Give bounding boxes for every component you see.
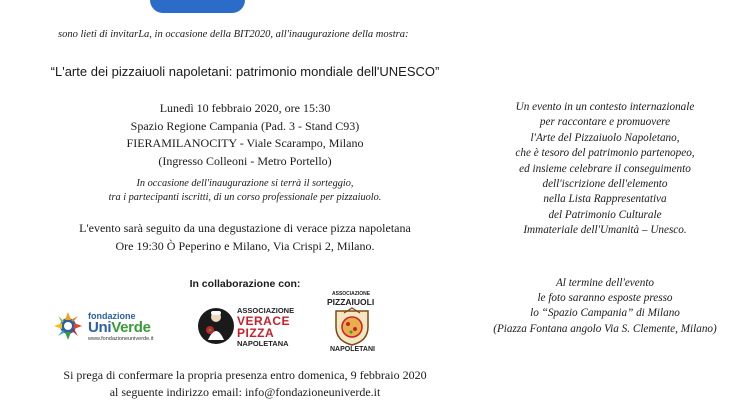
pizzaiuoli-line3: NAPOLETANI — [330, 346, 375, 353]
univerde-uni: Uni — [88, 319, 112, 336]
event-description — [450, 100, 750, 239]
detail-venue: Spazio Regione Campania (Pad. 3 - Stand C93) — [130, 118, 360, 133]
exhibition-line: le foto saranno esposte presso — [537, 292, 673, 305]
pizzaiolo-icon — [197, 304, 235, 348]
verace-line2: VERACE — [237, 314, 291, 328]
tasting-line: L'evento sarà seguito da una degustazione di verace pizza napoletana — [79, 221, 411, 235]
verace-line4: NAPOLETANA — [237, 339, 289, 348]
univerde-name — [88, 319, 151, 336]
pizzaiuoli-line1: ASSOCIAZIONE — [332, 291, 371, 297]
description-line: che è tesoro del patrimonio partenopeo, — [515, 147, 695, 160]
description-line: dell'iscrizione dell'elemento — [542, 178, 668, 191]
univerde-verde: Verde — [111, 319, 151, 336]
tasting-note — [0, 220, 490, 255]
rsvp-email-line: al seguente indirizzo email: info@fondazioneuniverde.it — [109, 385, 381, 399]
description-line: Immateriale dell'Umanità – Unesco. — [523, 224, 687, 237]
logo-univerde — [50, 306, 170, 344]
exhibition-note — [450, 276, 750, 337]
draw-line: In occasione dell'inaugurazione si terrà il sorteggio, — [136, 178, 354, 189]
draw-line: tra i partecipanti iscritti, di un corso professionale per pizzaiuolo. — [108, 192, 382, 203]
header-logo-fragment — [150, 0, 245, 13]
draw-note — [0, 177, 490, 205]
event-details — [0, 100, 490, 170]
description-line: Un evento in un contesto internazionale — [515, 101, 695, 113]
exhibition-line: lo “Spazio Campania” di Milano — [530, 307, 680, 320]
description-line: ed insieme celebrare il conseguimento — [519, 162, 691, 175]
detail-entrance: (Ingresso Colleoni - Metro Portello) — [158, 153, 332, 168]
rsvp-note — [0, 367, 490, 401]
tasting-line: Ore 19:30 Ò Peperino e Milano, Via Crispi 2, Milano. — [115, 238, 375, 253]
intro-text: sono lieti di invitarLa, in occasione della BIT2020, all'inaugurazione della mostra: — [58, 29, 409, 40]
exhibition-line: (Piazza Fontana angolo Via S. Clemente, Milano) — [493, 322, 717, 335]
logo-pizzaiuoli-napoletani — [322, 291, 382, 357]
exhibition-line: Al termine dell'evento — [555, 277, 655, 289]
sun-icon — [50, 308, 86, 344]
description-line: nella Lista Rappresentativa — [543, 193, 667, 206]
description-line: l'Arte del Pizzaiuolo Napoletano, — [530, 131, 680, 144]
verace-line3: PIZZA — [237, 326, 275, 340]
exhibition-title: “L'arte dei pizzaiuoli napoletani: patrimonio mondiale dell'UNESCO” — [50, 64, 440, 79]
collaboration-heading: In collaborazione con: — [189, 278, 301, 290]
pizzaiuoli-line2: PIZZAIUOLI — [327, 297, 375, 307]
rsvp-line: Si prega di confermare la propria presenza entro domenica, 9 febbraio 2020 — [63, 368, 427, 382]
verace-line1: ASSOCIAZIONE — [237, 306, 295, 315]
univerde-url: www.fondazioneuniverde.it — [88, 336, 154, 342]
detail-date: Lunedì 10 febbraio 2020, ore 15:30 — [159, 101, 331, 115]
description-line: del Patrimonio Culturale — [548, 208, 662, 221]
univerde-line1: fondazione — [88, 311, 136, 321]
detail-address: FIERAMILANOCITY - Viale Scarampo, Milano — [126, 136, 364, 150]
description-line: per raccontare e promuovere — [539, 116, 671, 129]
logo-verace-pizza — [197, 303, 302, 349]
crest-icon — [330, 307, 374, 347]
